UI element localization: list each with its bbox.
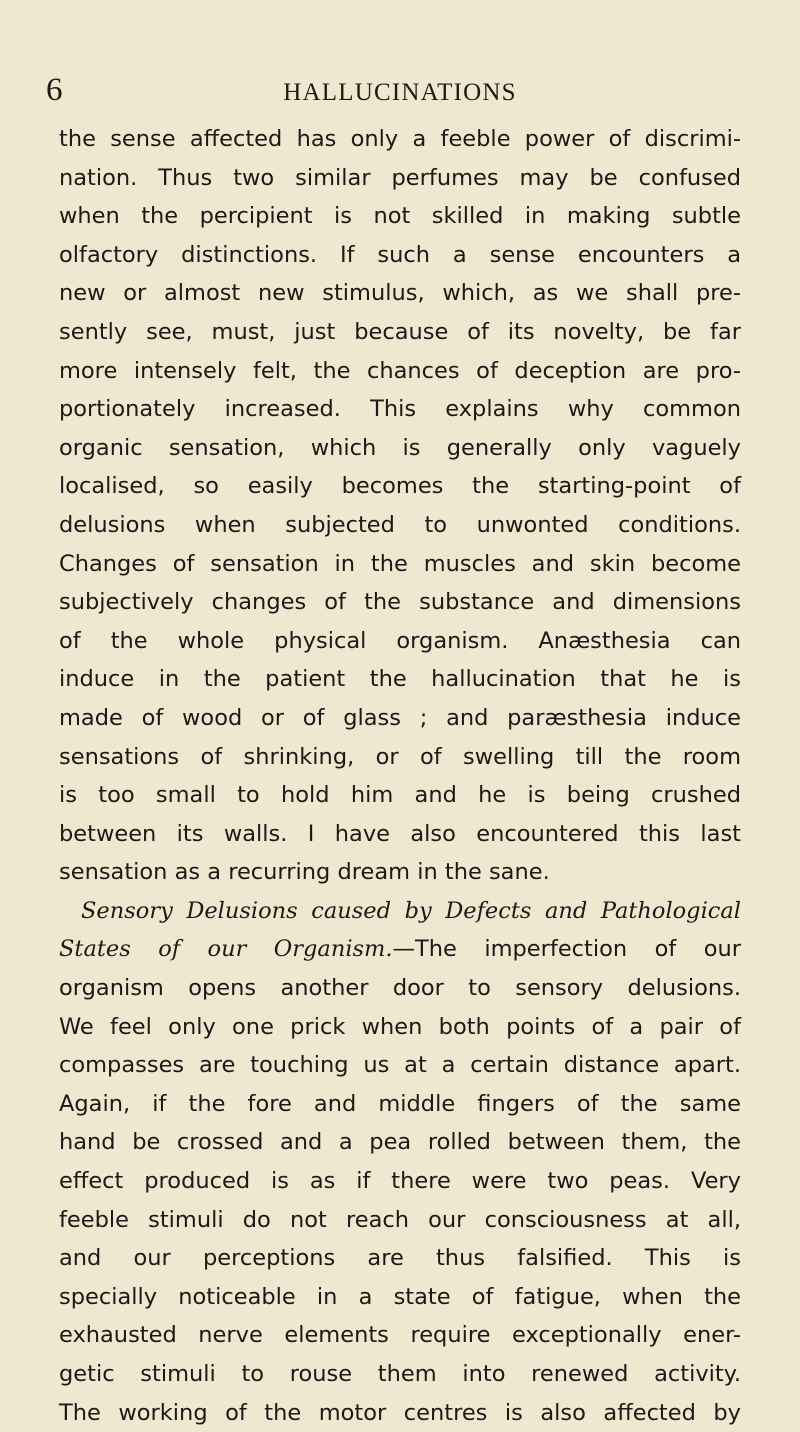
body-text	[59, 120, 741, 1432]
text-line: organic sensation, which is generally only vaguely	[59, 434, 741, 461]
text-line: localised, so easily becomes the starting-point of	[59, 473, 741, 500]
text-line: sensations of shrinking, or of swelling till the room	[59, 743, 741, 770]
text-line: new or almost new stimulus, which, as we shall pre-	[59, 280, 741, 307]
text-line: effect produced is as if there were two peas. Very	[59, 1168, 741, 1195]
text-line: subjectively changes of the substance and dimensions	[59, 589, 741, 616]
text-line: We feel only one prick when both points of a pair of	[59, 1013, 741, 1040]
text-line: organism opens another door to sensory delusions.	[59, 975, 741, 1002]
text-line: hand be crossed and a pea rolled between them, the	[59, 1129, 741, 1156]
text-line: getic stimuli to rouse them into renewed activity.	[59, 1361, 741, 1387]
text-line: olfactory distinctions. If such a sense encounters a	[59, 241, 741, 268]
text-line: between its walls. I have also encountered this last	[59, 820, 741, 847]
running-head: HALLUCINATIONS	[283, 79, 517, 106]
text-line: nation. Thus two similar perfumes may be confused	[59, 164, 741, 191]
text-line: compasses are touching us at a certain distance apart.	[59, 1052, 741, 1079]
text-line: sensation as a recurring dream in the sane.	[59, 859, 550, 886]
text-line: exhausted nerve elements require exceptionally ener-	[59, 1322, 741, 1349]
text-line: The working of the motor centres is also affected by	[59, 1399, 741, 1426]
text-line: Changes of sensation in the muscles and skin become	[59, 550, 741, 577]
text-line: sently see, must, just because of its novelty, be far	[59, 318, 741, 345]
text-line: induce in the patient the hallucination that he is	[59, 666, 741, 693]
text-line: feeble stimuli do not reach our consciousness at all,	[59, 1206, 741, 1233]
text-line: of the whole physical organism. Anæsthesia can	[59, 627, 741, 654]
text-line: made of wood or of glass ; and paræsthesia induce	[59, 704, 741, 731]
text-line: portionately increased. This explains why common	[59, 396, 741, 423]
section-heading-end: States of our Organism.	[59, 936, 393, 963]
text-line: when the percipient is not skilled in making subtle	[59, 203, 741, 230]
page-number: 6	[46, 72, 63, 108]
text-line: more intensely felt, the chances of deception are pro-	[59, 357, 741, 384]
page-header	[0, 70, 800, 110]
text-line: specially noticeable in a state of fatigue, when the	[59, 1283, 741, 1310]
text-line: delusions when subjected to unwonted conditions.	[59, 511, 741, 538]
section-heading: Sensory Delusions caused by Defects and Pathological	[81, 897, 741, 924]
text-line: is too small to hold him and he is being crushed	[59, 782, 741, 809]
text-line: and our perceptions are thus falsified. This is	[59, 1245, 741, 1272]
text-segment: —The imperfection of our	[392, 936, 741, 963]
section-heading-continued	[59, 930, 741, 969]
text-line: the sense affected has only a feeble power of discrimi-	[59, 126, 741, 152]
text-line: Again, if the fore and middle fingers of the same	[59, 1090, 741, 1117]
